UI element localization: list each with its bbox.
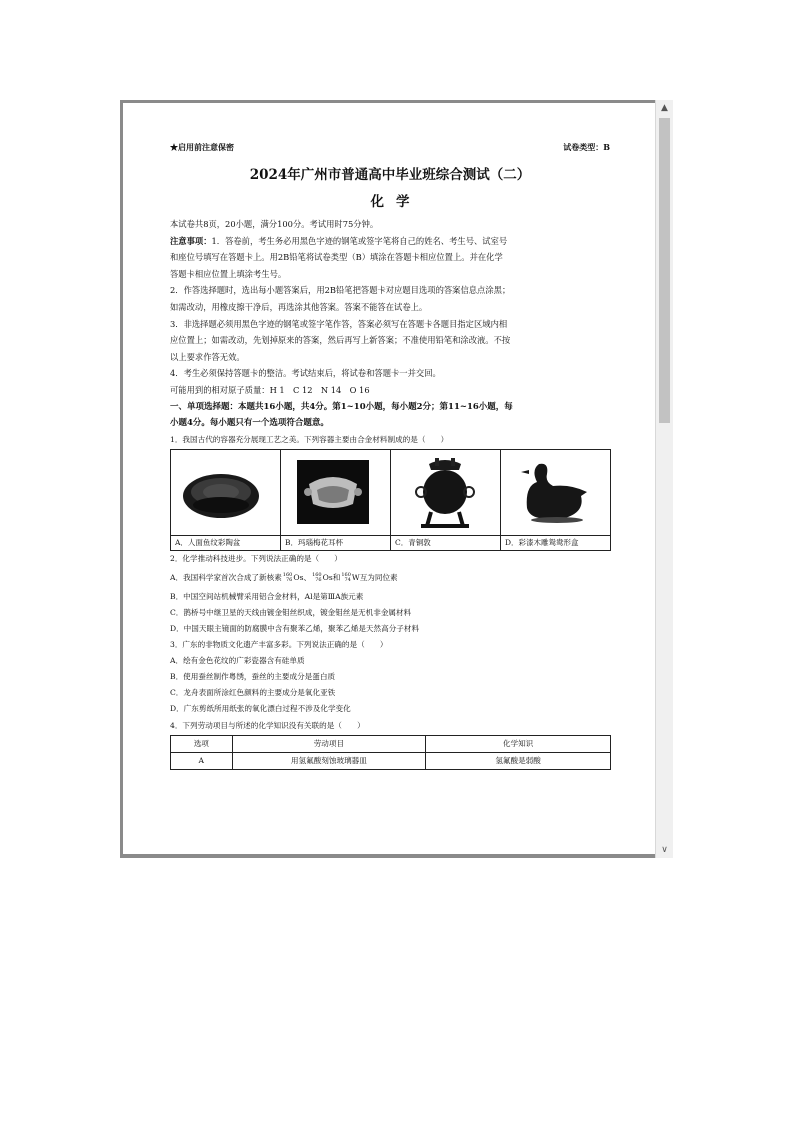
nuclide-os-2 [312, 573, 322, 583]
page-header [170, 140, 610, 154]
note-1-line-1 [170, 233, 610, 250]
question-3-option-a: A．绘有金色花纹的广彩瓷器含有硅单质 [170, 655, 305, 665]
mass-number: 160 [312, 571, 322, 578]
notes-label: 注意事项： [170, 235, 212, 246]
atomic-number: 76 [315, 576, 322, 583]
scroll-down-icon[interactable]: ∨ [661, 845, 668, 855]
section-heading-line-2: 小题4分。每小题只有一个选项符合题意。 [170, 418, 329, 429]
question-3-stem: 3．广东的非物质文化遗产丰富多彩。下列说法正确的是（ ） [170, 640, 388, 650]
option-b-caption: B．玛瑙梅花耳杯 [281, 535, 390, 550]
note-1-line-3: 答题卡相应位置上填涂考生号。 [170, 268, 287, 279]
note-2-line-2: 如需改动，用橡皮擦干净后，再选涂其他答案。答案不能答在试卷上。 [170, 301, 428, 312]
row-labor-item: 用氢氟酸刻蚀玻璃器皿 [232, 753, 426, 770]
exam-subject: 化学 [370, 194, 422, 210]
table-header-row [171, 736, 611, 753]
scroll-thumb[interactable] [659, 118, 670, 423]
row-option: A [171, 753, 233, 770]
note-1-line-2: 和座位号填写在答题卡上。用2B铅笔将试卷类型（B）填涂在答题卡相应位置上。并在化学 [170, 252, 503, 263]
atomic-number: 74 [344, 576, 351, 583]
separator: 、 [303, 572, 312, 582]
header-option: 选项 [171, 736, 233, 753]
exam-title: 2024年广州市普通高中毕业班综合测试（二） [249, 167, 531, 183]
row-chem-knowledge: 氢氟酸是弱酸 [426, 753, 611, 770]
agate-cup-image [281, 450, 390, 535]
option-d-caption: D．彩漆木雕鸳鸯形盒 [501, 535, 610, 550]
viewer-bottom-border [120, 854, 673, 858]
note-2-line-1: 2．作答选择题时，选出每小题答案后，用2B铅笔把答题卡对应题目选项的答案信息点涂黑； [170, 285, 511, 296]
question-2-option-b: B．中国空间站机械臂采用铝合金材料，Al是第ⅢA族元素 [170, 591, 364, 601]
nuclide-w [341, 573, 351, 583]
question-3-option-b: B．使用蚕丝制作粤绣，蚕丝的主要成分是蛋白质 [170, 672, 336, 682]
question-4-table [170, 735, 611, 770]
question-2-option-d: D．中国天眼主镜面的防腐膜中含有聚苯乙烯，聚苯乙烯是天然高分子材料 [170, 624, 420, 634]
mandarin-duck-box-image [501, 450, 610, 535]
question-4-stem: 4．下列劳动项目与所述的化学知识没有关联的是（ ） [170, 720, 365, 730]
header-chem-knowledge: 化学知识 [426, 736, 611, 753]
table-row [171, 753, 611, 770]
atomic-masses: 可能用到的相对原子质量：H 1 C 12 N 14 O 16 [170, 384, 370, 395]
section-heading-line-1: 一、单项选择题：本题共16小题，共4分。第1~10小题，每小题2分；第11~16小题，每 [170, 401, 513, 412]
conjunction: 和 [332, 572, 341, 582]
confidential-label: ★启用前注意保密 [170, 142, 234, 152]
element-symbol: Os [293, 572, 304, 582]
question-2-option-a [170, 567, 610, 589]
question-1-image-table [170, 449, 611, 551]
option-c-caption: C．青铜敦 [391, 535, 500, 550]
note-1-text: 1．答卷前，考生务必用黑色字迹的钢笔或签字笔将自己的姓名、考生号、试室号 [211, 235, 508, 246]
painted-pottery-basin-image [171, 450, 280, 535]
note-3-line-1: 3．非选择题必须用黑色字迹的钢笔或签字笔作答，答案必须写在答题卡各题目指定区域内相 [170, 318, 508, 329]
q2-option-a-text: A．我国科学家首次合成了新核素 [170, 572, 282, 582]
question-3-option-c: C．龙舟表面所涂红色颜料的主要成分是氧化亚铁 [170, 688, 336, 698]
question-3-option-d: D．广东剪纸所用纸张的氧化漂白过程不涉及化学变化 [170, 704, 351, 714]
paper-type-label: 试卷类型：B [563, 142, 610, 152]
note-4: 4．考生必须保持答题卡的整洁。考试结束后，将试卷和答题卡一并交回。 [170, 368, 441, 379]
nuclide-os-1 [283, 573, 293, 583]
header-labor-item: 劳动项目 [232, 736, 426, 753]
question-2-option-c: C．鹊桥号中继卫星的天线由镀金钼丝织成，镀金钼丝是无机非金属材料 [170, 607, 412, 617]
option-a-caption: A．人面鱼纹彩陶盆 [171, 535, 280, 550]
atomic-number: 76 [285, 576, 293, 583]
scroll-up-icon[interactable]: ▲ [661, 103, 668, 113]
vertical-scrollbar[interactable] [655, 100, 673, 858]
mass-number: 160 [282, 571, 293, 578]
question-1-stem: 1．我国古代的容器充分展现工艺之美。下列容器主要由合金材料制成的是（ ） [170, 434, 449, 444]
element-symbol: W [351, 572, 360, 582]
mass-number: 160 [341, 571, 351, 578]
element-symbol: Os [322, 572, 333, 582]
note-3-line-3: 以上要求作答无效。 [170, 351, 245, 362]
exam-page [170, 140, 610, 770]
q2-option-a-tail: 互为同位素 [359, 572, 398, 582]
exam-intro: 本试卷共8页，20小题，满分100分。考试用时75分钟。 [170, 219, 379, 229]
bronze-dun-image [391, 450, 500, 535]
note-3-line-2: 应位置上；如需改动，先划掉原来的答案，然后再写上新答案；不准使用铅笔和涂改液。不按 [170, 335, 511, 346]
question-2-stem: 2．化学推动科技进步。下列说法正确的是（ ） [170, 554, 342, 564]
